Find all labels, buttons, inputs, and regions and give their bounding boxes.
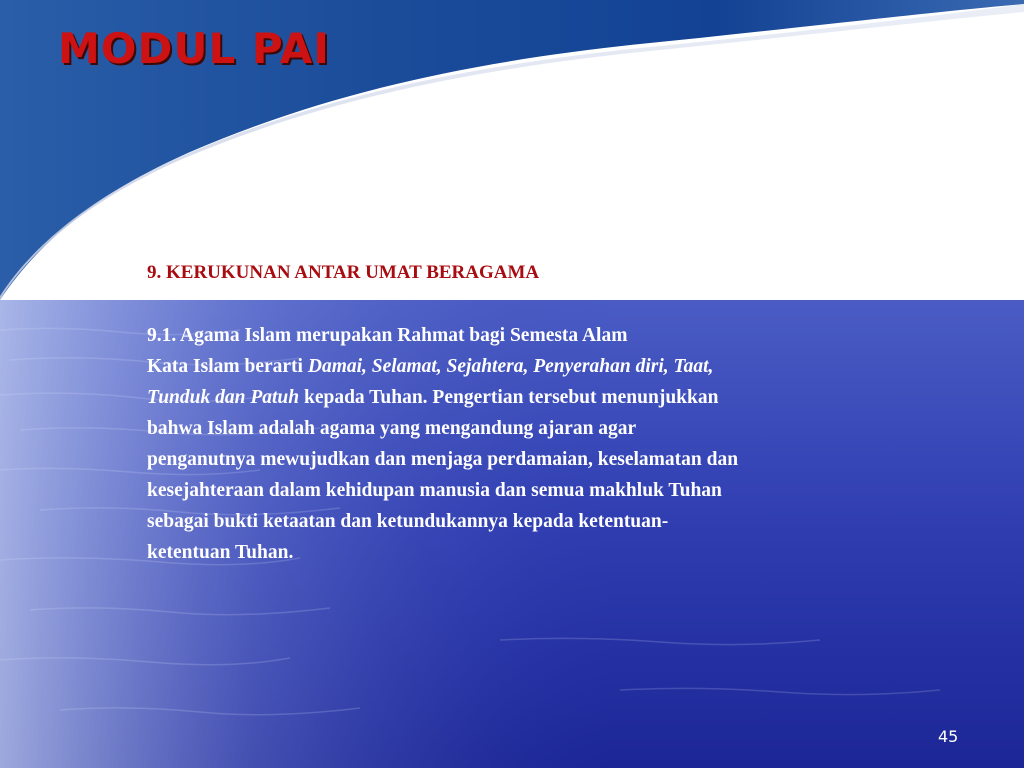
body-prefix: Kata Islam berarti (147, 356, 308, 377)
subheading: 9.1. Agama Islam merupakan Rahmat bagi Semesta Alam (147, 325, 628, 346)
body-line-8: ketentuan Tuhan. (147, 542, 294, 563)
section-heading: 9. KERUKUNAN ANTAR UMAT BERAGAMA (147, 262, 540, 283)
slide-title: MODUL PAI (58, 24, 330, 73)
slide-body (147, 320, 947, 568)
body-line (147, 351, 947, 382)
body-line (147, 382, 947, 413)
page-number: 45 (938, 727, 959, 746)
body-line-4: bahwa Islam adalah agama yang mengandung ajaran agar (147, 418, 637, 439)
body-italic-terms-2: Tunduk dan Patuh (147, 387, 300, 408)
body-line-7: sebagai bukti ketaatan dan ketundukannya kepada ketentuan- (147, 511, 669, 532)
body-line-6: kesejahteraan dalam kehidupan manusia dan semua makhluk Tuhan (147, 480, 722, 501)
body-line-5: penganutnya mewujudkan dan menjaga perdamaian, keselamatan dan (147, 449, 739, 470)
body-line-3-rest: kepada Tuhan. Pengertian tersebut menunjukkan (299, 387, 719, 408)
body-italic-terms: Damai, Selamat, Sejahtera, Penyerahan diri, Taat, (307, 356, 714, 377)
